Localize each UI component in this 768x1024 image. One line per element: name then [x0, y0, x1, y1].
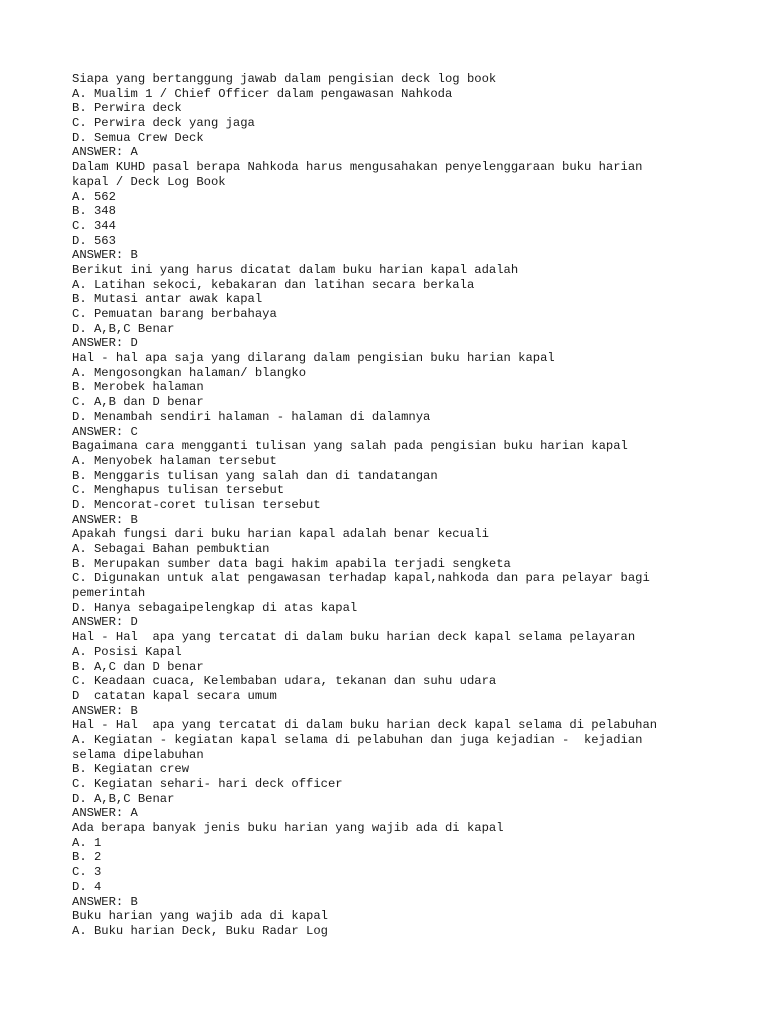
text-line: Apakah fungsi dari buku harian kapal adalah benar kecuali	[72, 527, 489, 542]
text-line: B. Perwira deck	[72, 101, 182, 116]
text-line: A. Posisi Kapal	[72, 644, 182, 659]
text-line: D catatan kapal secara umum	[72, 688, 277, 703]
text-line: B. Merupakan sumber data bagi hakim apabila terjadi sengketa	[72, 556, 511, 571]
text-line: C. Digunakan untuk alat pengawasan terhadap kapal,nahkoda dan para pelayar bagi	[72, 571, 650, 586]
text-line: A. Mualim 1 / Chief Officer dalam pengawasan Nahkoda	[72, 86, 453, 101]
document-page	[72, 72, 712, 939]
text-line: C. 344	[72, 218, 116, 233]
text-line: A. Buku harian Deck, Buku Radar Log	[72, 923, 328, 938]
text-line: B. Mutasi antar awak kapal	[72, 292, 263, 307]
text-line: Hal - Hal apa yang tercatat di dalam buku harian deck kapal selama di pelabuhan	[72, 718, 658, 733]
text-line: ANSWER: D	[72, 615, 138, 630]
text-line: Hal - hal apa saja yang dilarang dalam pengisian buku harian kapal	[72, 351, 555, 366]
text-line: Bagaimana cara mengganti tulisan yang salah pada pengisian buku harian kapal	[72, 439, 628, 454]
text-line: pemerintah	[72, 586, 146, 601]
text-line: C. Kegiatan sehari- hari deck officer	[72, 777, 343, 791]
text-line: D. Hanya sebagaipelengkap di atas kapal	[72, 600, 358, 615]
text-line: A. 1	[72, 835, 102, 850]
text-line: kapal / Deck Log Book	[72, 174, 226, 189]
text-line: Hal - Hal apa yang tercatat di dalam buku harian deck kapal selama pelayaran	[72, 630, 636, 645]
text-line: B. Kegiatan crew	[72, 762, 190, 777]
text-line: C. Pemuatan barang berbahaya	[72, 307, 277, 321]
text-line: A. Latihan sekoci, kebakaran dan latihan secara berkala	[72, 277, 475, 292]
text-line: A. Kegiatan - kegiatan kapal selama di pelabuhan dan juga kejadian - kejadian	[72, 732, 643, 747]
text-line: B. Merobek halaman	[72, 380, 204, 395]
text-line: C. A,B dan D benar	[72, 395, 204, 410]
text-line: ANSWER: B	[72, 248, 138, 263]
text-line: A. Sebagai Bahan pembuktian	[72, 542, 270, 556]
text-line: Buku harian yang wajib ada di kapal	[72, 909, 328, 924]
text-line: D. Semua Crew Deck	[72, 130, 204, 145]
text-line: A. Mengosongkan halaman/ blangko	[72, 365, 307, 380]
text-line: ANSWER: D	[72, 336, 138, 351]
text-line: D. 563	[72, 233, 116, 248]
text-line: D. Menambah sendiri halaman - halaman di dalamnya	[72, 409, 431, 424]
text-line: selama dipelabuhan	[72, 747, 204, 762]
text-line: B. 2	[72, 850, 102, 865]
text-line: ANSWER: B	[72, 512, 138, 527]
text-line: B. Menggaris tulisan yang salah dan di tandatangan	[72, 468, 438, 483]
text-line: A. Menyobek halaman tersebut	[72, 453, 277, 468]
text-line: B. 348	[72, 204, 116, 219]
text-line: ANSWER: B	[72, 703, 138, 718]
text-line: D. A,B,C Benar	[72, 791, 175, 806]
text-line: ANSWER: A	[72, 806, 138, 821]
text-line: D. Mencorat-coret tulisan tersebut	[72, 497, 321, 512]
text-line: D. 4	[72, 879, 102, 894]
text-line: Ada berapa banyak jenis buku harian yang wajib ada di kapal	[72, 821, 504, 836]
text-line: ANSWER: A	[72, 145, 138, 160]
text-line: B. A,C dan D benar	[72, 659, 204, 674]
text-line: Siapa yang bertanggung jawab dalam pengisian deck log book	[72, 72, 497, 86]
text-line: C. Keadaan cuaca, Kelembaban udara, tekanan dan suhu udara	[72, 674, 497, 689]
text-line: Berikut ini yang harus dicatat dalam buku harian kapal adalah	[72, 262, 519, 277]
text-line: D. A,B,C Benar	[72, 321, 175, 336]
text-line: ANSWER: B	[72, 894, 138, 909]
text-line: C. Menghapus tulisan tersebut	[72, 483, 285, 498]
text-line: Dalam KUHD pasal berapa Nahkoda harus mengusahakan penyelenggaraan buku harian	[72, 160, 643, 175]
text-line: A. 562	[72, 189, 116, 204]
text-line: C. 3	[72, 865, 102, 880]
text-line: C. Perwira deck yang jaga	[72, 116, 255, 131]
text-line: ANSWER: C	[72, 424, 138, 439]
